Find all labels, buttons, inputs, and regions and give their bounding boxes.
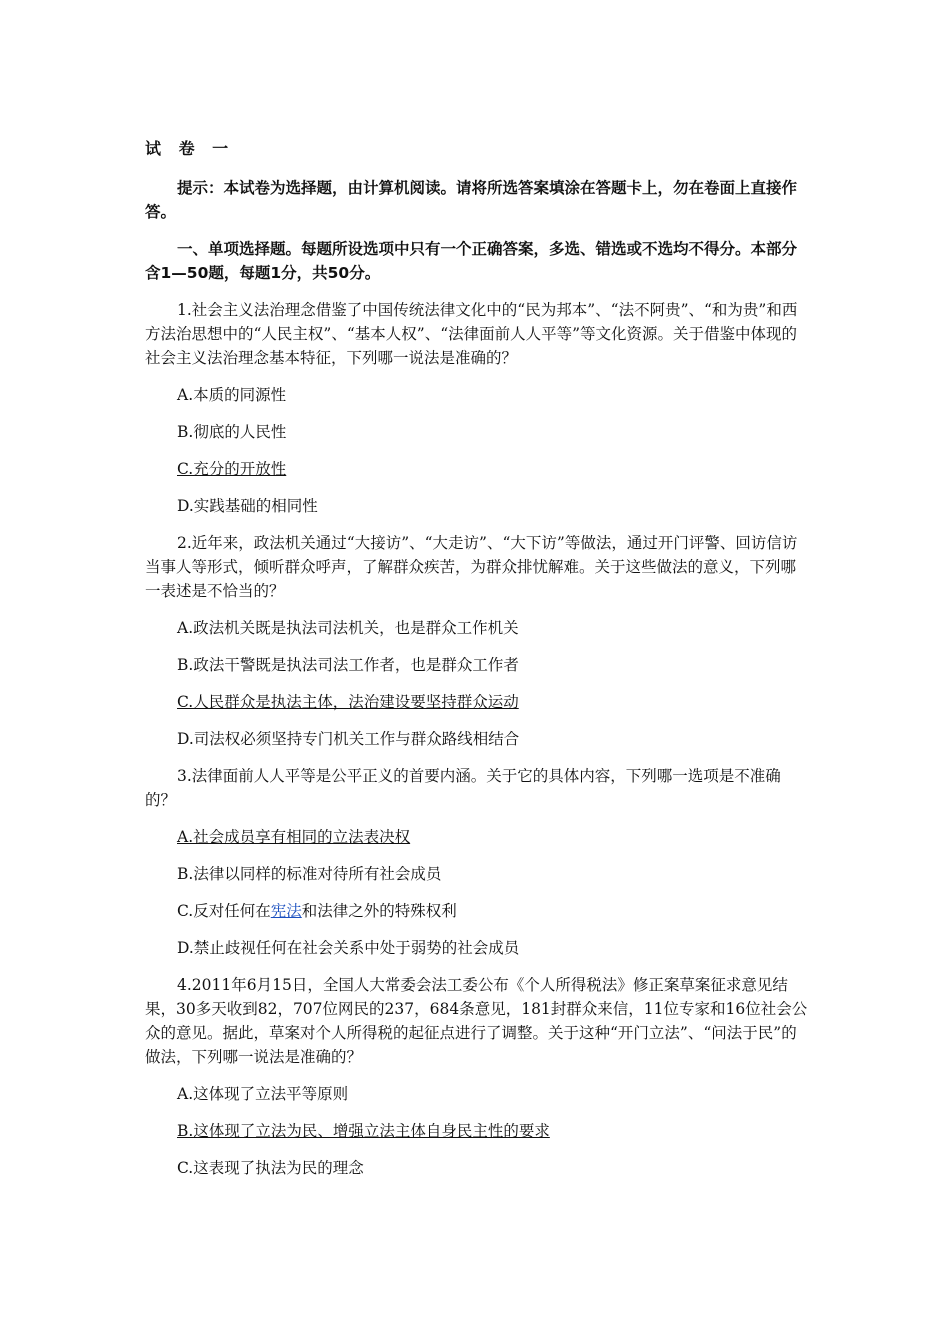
question-3-option-d: D.禁止歧视任何在社会关系中处于弱势的社会成员 (177, 939, 520, 957)
question-1-stem: 1.社会主义法治理念借鉴了中国传统法律文化中的“民为邦本”、“法不阿贵”、“和为贵”和西方法治思想中的“人民主权”、“基本人权”、“法律面前人人平等”等文化资源。关于借鉴中体现的社会主义法治理念基本特征，下列哪一说法是准确的？ (145, 301, 798, 367)
question-3-option-c-prefix: C.反对任何在 (177, 902, 271, 920)
question-3-stem: 3.法律面前人人平等是公平正义的首要内涵。关于它的具体内容，下列哪一选项是不准确的？ (145, 767, 781, 809)
question-3-option-b: B.法律以同样的标准对待所有社会成员 (177, 865, 442, 883)
question-1-option-c-answer: C.充分的开放性 (177, 460, 287, 478)
exam-page (145, 137, 810, 1193)
question-3-option-a-answer: A.社会成员享有相同的立法表决权 (177, 828, 411, 846)
section-header: 一、单项选择题。每题所设选项中只有一个正确答案，多选、错选或不选均不得分。本部分含1—50题，每题1分，共50分。 (145, 240, 798, 282)
notice-text: 提示：本试卷为选择题，由计算机阅读。请将所选答案填涂在答题卡上，勿在卷面上直接作答。 (145, 179, 798, 221)
question-1-option-d: D.实践基础的相同性 (177, 497, 318, 515)
question-2-option-a: A.政法机关既是执法司法机关，也是群众工作机关 (177, 619, 519, 637)
question-4-option-a: A.这体现了立法平等原则 (177, 1085, 349, 1103)
question-4-option-c: C.这表现了执法为民的理念 (177, 1159, 364, 1177)
constitution-link[interactable]: 宪法 (270, 902, 302, 920)
question-2-option-d: D.司法权必须坚持专门机关工作与群众路线相结合 (177, 730, 520, 748)
question-2-option-c-answer: C.人民群众是执法主体，法治建设要坚持群众运动 (177, 693, 519, 711)
question-4-option-b-answer: B.这体现了立法为民、增强立法主体自身民主性的要求 (177, 1122, 550, 1140)
question-1-option-b: B.彻底的人民性 (177, 423, 287, 441)
question-1-option-a: A.本质的同源性 (177, 386, 287, 404)
question-2-option-b: B.政法干警既是执法司法工作者，也是群众工作者 (177, 656, 519, 674)
page-title: 试 卷 一 (145, 139, 235, 158)
question-3-option-c (145, 899, 810, 923)
question-4-stem: 4.2011年6月15日，全国人大常委会法工委公布《个人所得税法》修正案草案征求意见结果，30多天收到82，707位网民的237，684条意见，181封群众来信，11位专家和16位社会公众的意见。据此，草案对个人所得税的起征点进行了调整。关于这种“开门立法”、“问法于民”的做法，下列哪一说法是准确的？ (145, 976, 808, 1066)
question-2-stem: 2.近年来，政法机关通过“大接访”、“大走访”、“大下访”等做法，通过开门评警、回访信访当事人等形式，倾听群众呼声，了解群众疾苦，为群众排忧解难。关于这些做法的意义，下列哪一表述是不恰当的？ (145, 534, 798, 600)
question-3-option-c-suffix: 和法律之外的特殊权利 (301, 902, 457, 920)
